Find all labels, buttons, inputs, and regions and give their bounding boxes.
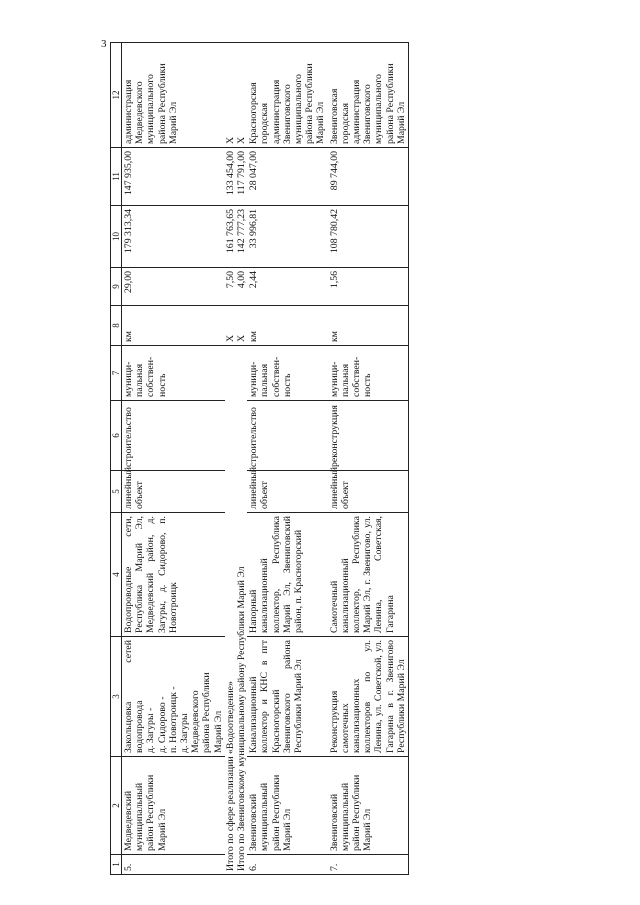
header-cell: 5 <box>111 471 122 513</box>
funding-cell: 89 744,00 <box>328 148 409 206</box>
work-type-cell: реконструкция <box>328 401 409 471</box>
work-type-cell: строительство <box>247 401 327 471</box>
total-label: Итого по сфере реализации «Водоотведение» <box>224 681 236 871</box>
ownership-cell: муници-пальная собствен-ность <box>122 346 225 401</box>
total-row <box>225 43 236 875</box>
unit-cell: км <box>328 306 409 346</box>
customer-cell: администрация Медведевского муниципального района Республики Марий Эл <box>122 43 225 148</box>
header-cell: 7 <box>111 346 122 401</box>
cost-cell: 33 996,81 <box>247 206 327 268</box>
object-line: водопровода <box>134 700 146 753</box>
unit-cell: Х <box>225 306 236 346</box>
length-cell: 4,00 <box>236 268 247 306</box>
cost-cell: 161 763,65 <box>225 206 236 268</box>
funding-cell: 147 935,00 <box>122 148 225 206</box>
header-cell: 11 <box>111 148 122 206</box>
object-cell: Реконструкция самотечных канализационных коллекторов по ул. Ленина, ул. Советской, ул. Гагарина в г. Звенигово Республики Марий Эл <box>328 637 409 757</box>
header-cell: 1 <box>111 855 122 875</box>
header-cell: 8 <box>111 306 122 346</box>
unit-cell: Х <box>236 306 247 346</box>
customer-mark: Х <box>224 136 236 144</box>
customer-mark: Х <box>236 136 248 144</box>
object-line: д. Загуры <box>179 713 191 753</box>
object-type-cell: линейный объект <box>122 471 225 513</box>
funding-cell: 133 454,00 <box>225 148 236 206</box>
length-cell: 1,56 <box>328 268 409 306</box>
object-type-cell: линейный объект <box>328 471 409 513</box>
header-row <box>111 43 122 875</box>
object-line: д. Загуры - <box>145 707 157 753</box>
district-cell: Медведевский муниципальный район Республики Марий Эл <box>122 757 225 855</box>
header-cell: 2 <box>111 757 122 855</box>
cost-cell: 142 777,23 <box>236 206 247 268</box>
district-cell: Звениговский муниципальный район Республики Марий Эл <box>328 757 409 855</box>
ownership-cell: муници-пальная собствен-ность <box>247 346 327 401</box>
object-line: п. Новотроицк - <box>167 686 179 753</box>
object-type-cell: линейный объект <box>247 471 327 513</box>
length-cell: 29,00 <box>122 268 225 306</box>
row-number: 6. <box>247 855 327 875</box>
row-number: 7. <box>328 855 409 875</box>
rotated-page <box>110 43 510 875</box>
table-row <box>122 43 225 875</box>
header-cell: 3 <box>111 637 122 757</box>
unit-cell: км <box>247 306 327 346</box>
customer-cell: Звениговская городская администрация Звениговского муниципального района Республики Марий Эл <box>328 43 409 148</box>
object-line: Закольцовка сетей <box>123 640 134 753</box>
ownership-cell: муници-пальная собствен-ность <box>328 346 409 401</box>
customer-cell <box>225 43 236 148</box>
object-line: Медведевского <box>190 690 202 753</box>
total-label-cell <box>225 346 236 875</box>
length-cell: 7,50 <box>225 268 236 306</box>
header-cell: 6 <box>111 401 122 471</box>
length-cell: 2,44 <box>247 268 327 306</box>
table-row <box>328 43 409 875</box>
object-cell <box>122 637 225 757</box>
cost-cell: 179 313,34 <box>122 206 225 268</box>
funding-cell: 117 791,00 <box>236 148 247 206</box>
cost-cell: 108 780,42 <box>328 206 409 268</box>
page-number: 3 <box>101 38 107 50</box>
work-type-cell: строительство <box>122 401 225 471</box>
object-line: д. Сидорово - <box>156 696 168 753</box>
object-line: района Республики <box>201 672 213 753</box>
objects-table <box>110 42 409 875</box>
customer-cell: Красногорская городская администрация Звениговского муниципального района Республики Марий Эл <box>247 43 327 148</box>
funding-cell: 28 047,00 <box>247 148 327 206</box>
row-number: 5. <box>122 855 225 875</box>
location-cell: Напорный канализационный коллектор, Республика Марий Эл, Звениговский район, п. Красногорский <box>247 513 327 637</box>
location-cell: Водопроводные сети, Республика Марий Эл, Медведевский район, д. Загуры, д. Сидорово, п. Новотроицк <box>122 513 225 637</box>
unit-cell: км <box>122 306 225 346</box>
header-cell: 4 <box>111 513 122 637</box>
total-row <box>236 43 247 875</box>
total-label-cell <box>236 346 247 875</box>
header-cell: 10 <box>111 206 122 268</box>
table-row <box>247 43 327 875</box>
customer-cell <box>236 43 247 148</box>
district-cell: Звениговский муниципальный район Республики Марий Эл <box>247 757 327 855</box>
object-line: Марий Эл <box>212 710 224 753</box>
object-cell: Канализационный коллектор и КНС в пгт Красногорский Звениговского района Республики Марий Эл <box>247 637 327 757</box>
header-cell: 9 <box>111 268 122 306</box>
location-cell: Самотечный канализационный коллектор, Республика Марий Эл, г. Звенигово, ул. Ленина, Советская, Гагарина <box>328 513 409 637</box>
total-label: Итого по Звениговскому муниципальному району Республики Марий Эл <box>236 566 248 871</box>
header-cell: 12 <box>111 43 122 148</box>
